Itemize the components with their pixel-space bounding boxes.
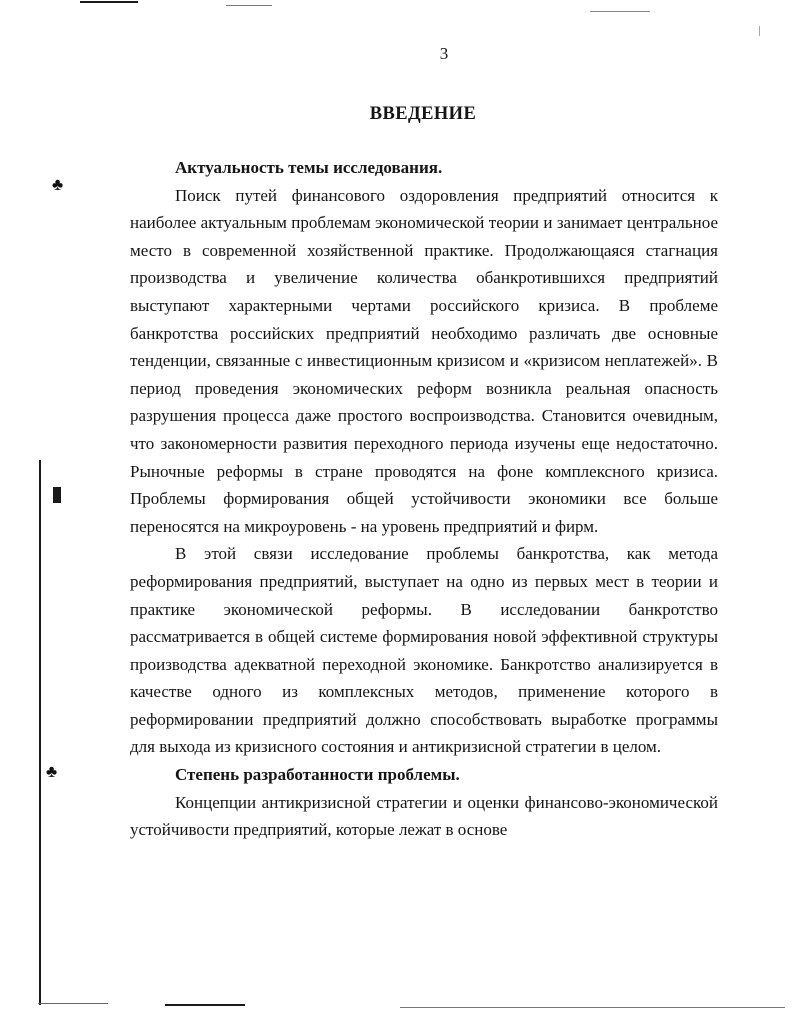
- page-number: 3: [439, 44, 449, 63]
- scan-tick-right: [759, 26, 760, 36]
- section-title: ВВЕДЕНИЕ: [369, 104, 477, 124]
- body-text: [130, 154, 718, 844]
- scan-line-bottom-left: [38, 1003, 108, 1004]
- paragraph-3: Концепции антикризисной стратегии и оценки финансово-экономической устойчивости предприятий, которые лежат в основе: [130, 792, 718, 840]
- subhead-development: Степень разработанности проблемы.: [175, 765, 460, 785]
- paragraph-1: Поиск путей финансового оздоровления предприятий относится к наиболее актуальным проблемам экономической теории и занимает центральное место в современной хозяйственной практике. Продолжающаяся стагнация производства и увеличение количества обанкротившихся предприятий выступают характерными чертами российского кризиса. В проблеме банкротства российских предприятий необходимо различать две основные тенденции, связанные с инвестиционным кризисом и «кризисом неплатежей». В период проведения экономических реформ возникла реальная опасность разрушения процесса даже простого воспроизводства. Становится очевидным, что закономерности развития переходного периода изучены еще недостаточно. Рыночные реформы в стране проводятся на фоне комплексного кризиса. Проблемы формирования общей устойчивости экономики все больше переносятся на микроуровень - на уровень предприятий и фирм.: [130, 185, 718, 536]
- scan-line-top-mid: [226, 5, 272, 6]
- scan-line-left-vertical: [39, 460, 41, 1005]
- scan-line-bottom-right: [400, 1007, 785, 1008]
- scan-line-top-right: [590, 11, 650, 12]
- margin-mark-middle: [53, 487, 61, 503]
- scan-line-bottom-mid: [165, 1004, 245, 1006]
- margin-mark-bottom: ♣: [46, 762, 58, 781]
- margin-mark-top: ♣: [52, 175, 64, 194]
- paragraph-2: В этой связи исследование проблемы банкротства, как метода реформирования предприятий, выступает на одно из первых мест в теории и практике экономической реформы. В исследовании банкротство рассматривается в общей системе формирования новой эффективной структуры производства адекватной переходной экономике. Банкротство анализируется в качестве одного из комплексных методов, применение которого в реформировании предприятий должно способствовать выработке программы для выхода из кризисного состояния и антикризисной стратегии в целом.: [130, 544, 718, 757]
- scan-line-top-left: [80, 1, 138, 3]
- subhead-relevance: Актуальность темы исследования.: [175, 158, 443, 177]
